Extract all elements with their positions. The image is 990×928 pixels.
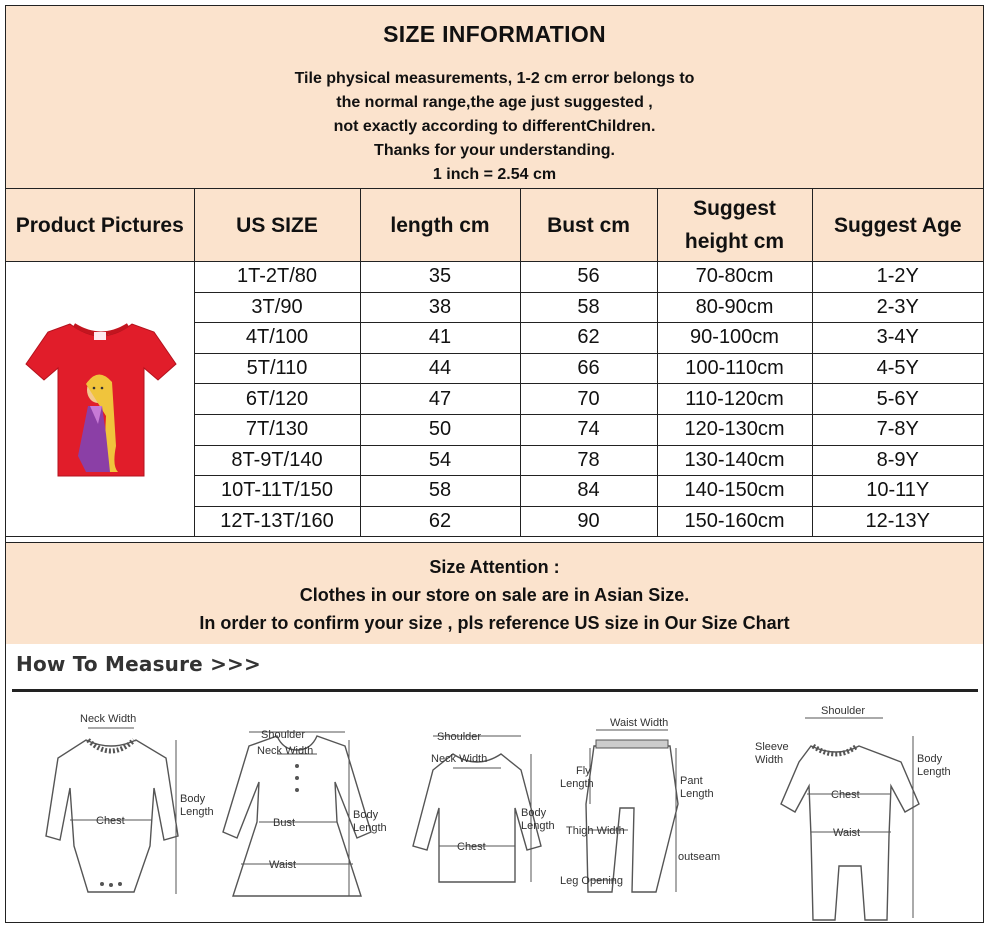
- cell-length: 54: [360, 445, 520, 476]
- cell-us-size: 10T-11T/150: [194, 476, 360, 507]
- size-table: [6, 189, 983, 537]
- note-line: the normal range,the age just suggested ,: [336, 94, 653, 111]
- cell-height: 120-130cm: [657, 414, 812, 445]
- cell-length: 41: [360, 323, 520, 354]
- product-picture-cell: [6, 262, 194, 537]
- cell-age: 7-8Y: [812, 414, 983, 445]
- label-chest: Chest: [831, 789, 860, 801]
- header-product-pictures: Product Pictures: [6, 189, 194, 262]
- label-bust: Bust: [273, 817, 296, 829]
- size-chart-sheet: [5, 5, 984, 923]
- label-fly: Fly: [576, 765, 591, 777]
- attention-line: Clothes in our store on sale are in Asian Size.: [299, 585, 690, 605]
- cell-age: 10-11Y: [812, 476, 983, 507]
- red-tshirt-icon: [18, 306, 182, 486]
- cell-us-size: 5T/110: [194, 353, 360, 384]
- label-leg-opening: Leg Opening: [560, 875, 623, 887]
- long-sleeve-top-icon: [391, 696, 566, 921]
- cell-bust: 62: [520, 323, 657, 354]
- cell-bust: 84: [520, 476, 657, 507]
- cell-height: 150-160cm: [657, 506, 812, 537]
- label-fly-length: Length: [560, 778, 594, 790]
- dress-icon: [201, 696, 391, 921]
- table-header-row: [6, 189, 983, 262]
- cell-us-size: 7T/130: [194, 414, 360, 445]
- cell-age: 12-13Y: [812, 506, 983, 537]
- label-length: Length: [180, 806, 214, 818]
- cell-height: 130-140cm: [657, 445, 812, 476]
- label-neck-width: Neck Width: [431, 753, 488, 765]
- header-length: length cm: [360, 189, 520, 262]
- label-neck-width: Neck Width: [80, 713, 137, 725]
- cell-us-size: 6T/120: [194, 384, 360, 415]
- cell-length: 38: [360, 292, 520, 323]
- cell-age: 2-3Y: [812, 292, 983, 323]
- label-sleeve: Sleeve: [755, 741, 789, 753]
- note-line: Thanks for your understanding.: [374, 142, 615, 159]
- cell-bust: 78: [520, 445, 657, 476]
- cell-length: 47: [360, 384, 520, 415]
- header-us-size: US SIZE: [194, 189, 360, 262]
- cell-bust: 66: [520, 353, 657, 384]
- label-length: Length: [521, 820, 555, 832]
- header-bust: Bust cm: [520, 189, 657, 262]
- pants-icon: [556, 696, 741, 921]
- label-body: Body: [180, 793, 206, 805]
- cell-bust: 56: [520, 262, 657, 293]
- cell-age: 1-2Y: [812, 262, 983, 293]
- label-thigh-width: Thigh Width: [566, 825, 625, 837]
- bodysuit-icon: [16, 696, 214, 921]
- cell-height: 110-120cm: [657, 384, 812, 415]
- cell-height: 90-100cm: [657, 323, 812, 354]
- cell-bust: 58: [520, 292, 657, 323]
- cell-height: 70-80cm: [657, 262, 812, 293]
- label-outseam: outseam: [678, 851, 721, 863]
- divider: [12, 689, 978, 692]
- note-line: 1 inch = 2.54 cm: [432, 166, 557, 183]
- label-body: Body: [353, 809, 379, 821]
- label-pant-length: Length: [680, 788, 714, 800]
- attention-line: In order to confirm your size , pls reference US size in Our Size Chart: [199, 613, 790, 633]
- cell-us-size: 8T-9T/140: [194, 445, 360, 476]
- cell-us-size: 4T/100: [194, 323, 360, 354]
- label-neck-width: Neck Width: [257, 745, 314, 757]
- cell-age: 3-4Y: [812, 323, 983, 354]
- label-waist: Waist: [833, 827, 861, 839]
- attention-heading: Size Attention :: [429, 557, 560, 577]
- how-to-measure: [6, 644, 983, 922]
- label-chest: Chest: [457, 841, 486, 853]
- cell-length: 50: [360, 414, 520, 445]
- cell-height: 80-90cm: [657, 292, 812, 323]
- label-pant: Pant: [680, 775, 703, 787]
- label-length: Length: [353, 822, 387, 834]
- cell-age: 8-9Y: [812, 445, 983, 476]
- label-sleeve-width: Width: [755, 754, 784, 766]
- cell-us-size: 3T/90: [194, 292, 360, 323]
- label-body: Body: [521, 807, 547, 819]
- label-waist-width: Waist Width: [610, 717, 669, 729]
- cell-length: 44: [360, 353, 520, 384]
- cell-us-size: 1T-2T/80: [194, 262, 360, 293]
- how-to-measure-title: How To Measure >>>: [16, 652, 261, 676]
- note-line: not exactly according to differentChildren.: [333, 118, 656, 135]
- label-shoulder: Shoulder: [437, 731, 482, 743]
- cell-bust: 70: [520, 384, 657, 415]
- header-suggest-age: Suggest Age: [812, 189, 983, 262]
- cell-length: 35: [360, 262, 520, 293]
- cell-bust: 74: [520, 414, 657, 445]
- cell-length: 62: [360, 506, 520, 537]
- cell-height: 140-150cm: [657, 476, 812, 507]
- cell-length: 58: [360, 476, 520, 507]
- cell-bust: 90: [520, 506, 657, 537]
- label-shoulder: Shoulder: [261, 729, 306, 741]
- cell-us-size: 12T-13T/160: [194, 506, 360, 537]
- cell-age: 4-5Y: [812, 353, 983, 384]
- header-suggest-height: [657, 189, 812, 262]
- size-attention: [6, 542, 983, 644]
- label-shoulder: Shoulder: [821, 705, 866, 717]
- page-title: SIZE INFORMATION: [6, 6, 983, 64]
- label-chest: Chest: [96, 815, 125, 827]
- note-line: Tile physical measurements, 1-2 cm error belongs to: [294, 70, 695, 87]
- header-suggest-height-label: Suggest height cm: [684, 197, 785, 253]
- label-length: Length: [917, 766, 951, 778]
- label-body: Body: [917, 753, 943, 765]
- table-row: [6, 262, 983, 293]
- cell-age: 5-6Y: [812, 384, 983, 415]
- cell-height: 100-110cm: [657, 353, 812, 384]
- measurement-note: [6, 63, 983, 189]
- romper-icon: [741, 696, 976, 921]
- label-waist: Waist: [269, 859, 297, 871]
